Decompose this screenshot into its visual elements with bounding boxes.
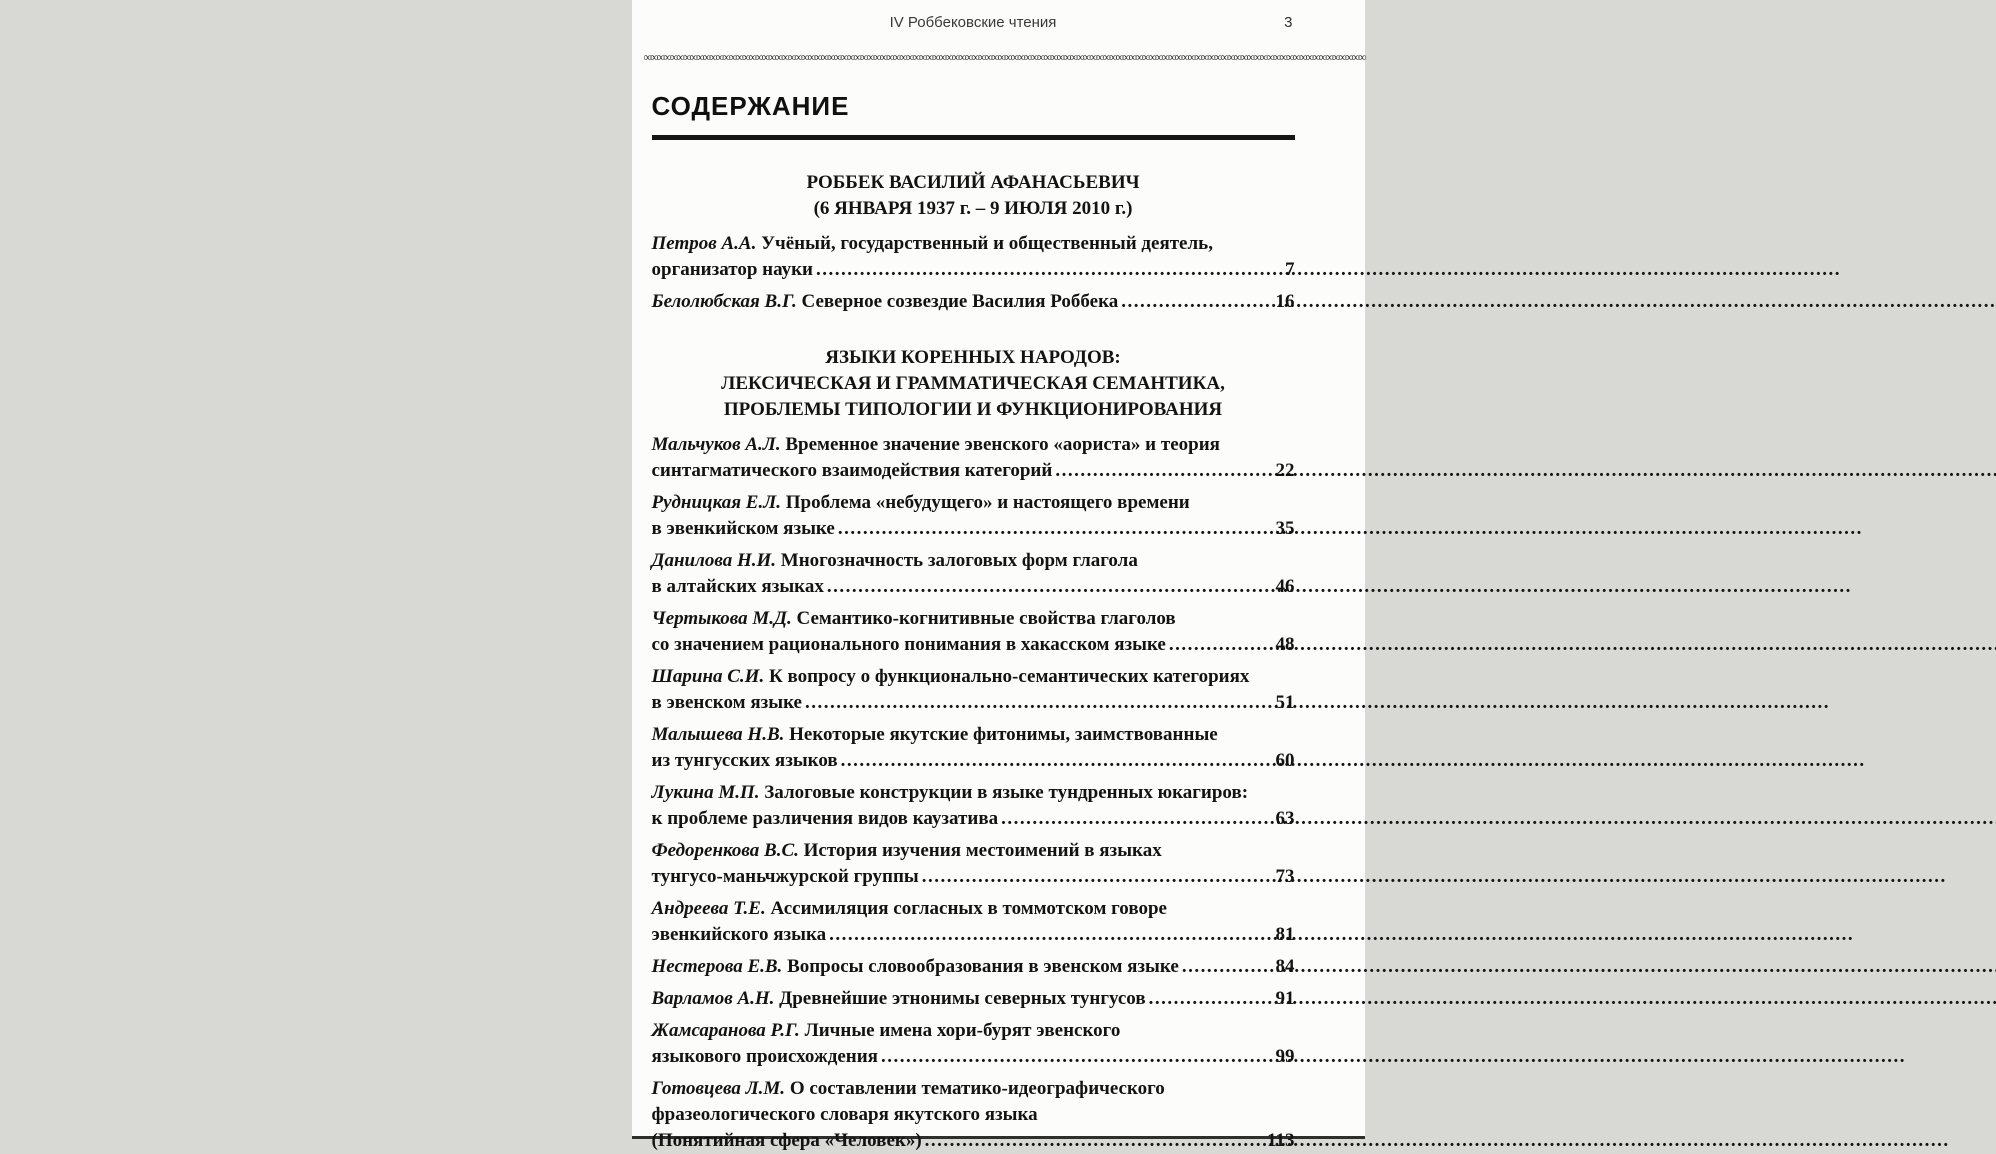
entry-last-line xyxy=(652,574,1295,600)
entry-title-line: Шарина С.И. К вопросу о функционально-семантических категориях xyxy=(651,666,1250,687)
entry-last-line xyxy=(652,748,1295,774)
entry-title-line: Данилова Н.И. Многозначность залоговых форм глагола xyxy=(651,550,1138,571)
section-heading xyxy=(652,170,1295,222)
entry-page-number: 7 xyxy=(1285,259,1295,280)
heading-rule xyxy=(652,135,1295,140)
running-title: IV Роббековские чтения xyxy=(889,14,1057,31)
entry-last-line xyxy=(652,864,1295,890)
toc-sections xyxy=(652,170,1295,1154)
entry-page-number: 113 xyxy=(1267,1130,1295,1151)
page-header xyxy=(652,14,1295,36)
toc-entry xyxy=(652,896,1295,948)
entry-last-line xyxy=(652,458,1295,484)
entry-author: Малышева Н.В. xyxy=(651,724,790,745)
toc-entry xyxy=(652,548,1295,600)
toc-entry xyxy=(652,1018,1295,1070)
entry-author: Нестерова Е.В. xyxy=(651,956,788,977)
toc-entry xyxy=(652,838,1295,890)
entry-title-text: из тунгусских языков xyxy=(651,750,838,771)
toc-section xyxy=(652,345,1295,1154)
toc-section xyxy=(652,170,1295,315)
entry-title-text: в эвенском языке xyxy=(651,692,802,713)
entry-title-line: Федоренкова В.С. История изучения местоимений в языках xyxy=(651,840,1162,861)
entry-title-text: синтагматического взаимодействия категорий xyxy=(651,460,1053,481)
toc-entry xyxy=(652,432,1295,484)
entry-page-number: 48 xyxy=(1275,634,1295,655)
section-heading-line: РОББЕК ВАСИЛИЙ АФАНАСЬЕВИЧ xyxy=(806,172,1140,193)
toc-entry xyxy=(652,722,1295,774)
entry-page-number: 51 xyxy=(1275,692,1295,713)
entry-title-text: Белолюбская В.Г. Северное созвездие Василия Роббека xyxy=(651,291,1119,312)
entry-last-line xyxy=(652,289,1295,315)
entry-title-line: Жамсаранова Р.Г. Личные имена хори-бурят эвенского xyxy=(651,1020,1121,1041)
entry-title-text: в эвенкийском языке xyxy=(651,518,835,539)
entry-title-line: Рудницкая Е.Л. Проблема «небудущего» и настоящего времени xyxy=(651,492,1190,513)
section-heading-line: ПРОБЛЕМЫ ТИПОЛОГИИ И ФУНКЦИОНИРОВАНИЯ xyxy=(723,399,1223,420)
toc-entry xyxy=(652,780,1295,832)
entry-author: Лукина М.П. xyxy=(651,782,765,803)
section-heading-line: (6 ЯНВАРЯ 1937 г. – 9 ИЮЛЯ 2010 г.) xyxy=(813,198,1133,219)
page-number: 3 xyxy=(1284,14,1293,31)
dot-leader xyxy=(816,257,1283,283)
entry-title-text: к проблеме различения видов каузатива xyxy=(651,808,999,829)
toc-entry xyxy=(652,289,1295,315)
dot-leader xyxy=(1182,954,1274,980)
entry-page-number: 84 xyxy=(1275,956,1295,977)
entry-page-number: 16 xyxy=(1275,291,1295,312)
section-heading-line: ЛЕКСИЧЕСКАЯ И ГРАММАТИЧЕСКАЯ СЕМАНТИКА, xyxy=(721,373,1225,394)
entry-title-text: со значением рационального понимания в хакасском языке xyxy=(651,634,1166,655)
entry-title-line: Лукина М.П. Залоговые конструкции в языке тундренных юкагиров: xyxy=(651,782,1249,803)
entry-title-text: тунгусо-маньчжурской группы xyxy=(651,866,919,887)
dot-leader xyxy=(829,922,1273,948)
entry-title-text: языкового происхождения xyxy=(651,1046,878,1067)
entry-title-line: Чертыкова М.Д. Семантико-когнитивные свойства глаголов xyxy=(651,608,1176,629)
entry-author: Шарина С.И. xyxy=(651,666,769,687)
toc-entry xyxy=(652,231,1295,283)
dot-leader xyxy=(1001,806,1273,832)
entry-author: Андреева Т.Е. xyxy=(651,898,771,919)
dot-leader xyxy=(1169,632,1274,658)
dot-leader xyxy=(838,516,1274,542)
toc-entry xyxy=(652,954,1295,980)
entry-title-line: Петров А.А. Учёный, государственный и общественный деятель, xyxy=(651,233,1213,254)
entry-title-text: в алтайских языках xyxy=(651,576,824,597)
entry-page-number: 60 xyxy=(1275,750,1295,771)
dot-leader xyxy=(827,574,1274,600)
dot-leader xyxy=(881,1044,1274,1070)
entry-author: Чертыкова М.Д. xyxy=(651,608,797,629)
entry-last-line xyxy=(652,516,1295,542)
dot-leader xyxy=(841,748,1274,774)
dot-leader xyxy=(1149,986,1274,1012)
entry-title-text: (Понятийная сфера «Человек») xyxy=(651,1130,922,1151)
entry-title-line: Готовцева Л.М. О составлении тематико-идеографического xyxy=(651,1078,1165,1099)
entry-title-line: Андреева Т.Е. Ассимиляция согласных в томмотском говоре xyxy=(651,898,1167,919)
toc-entry xyxy=(652,986,1295,1012)
entry-author: Федоренкова В.С. xyxy=(651,840,804,861)
entry-page-number: 73 xyxy=(1275,866,1295,887)
entry-last-line xyxy=(652,632,1295,658)
entry-title-text: организатор науки xyxy=(651,259,814,280)
dot-leader xyxy=(1121,289,1273,315)
entry-page-number: 22 xyxy=(1275,460,1295,481)
entry-page-number: 35 xyxy=(1275,518,1295,539)
entry-last-line xyxy=(652,986,1295,1012)
section-entries xyxy=(652,432,1295,1154)
entry-last-line xyxy=(652,257,1295,283)
entry-last-line xyxy=(652,922,1295,948)
entry-author: Белолюбская В.Г. xyxy=(651,291,802,312)
dot-leader xyxy=(922,864,1274,890)
dot-leader xyxy=(805,690,1274,716)
dot-leader xyxy=(1055,458,1273,484)
contents-title: СОДЕРЖАНИЕ xyxy=(651,91,850,121)
entry-author: Рудницкая Е.Л. xyxy=(651,492,786,513)
ornament-divider xyxy=(644,50,1295,65)
entry-title-line: Мальчуков А.Л. Временное значение эвенского «аориста» и теория xyxy=(651,434,1220,455)
toc-entry xyxy=(652,490,1295,542)
entry-author: Петров А.А. xyxy=(651,233,762,254)
entry-title-text: Варламов А.Н. Древнейшие этнонимы северных тунгусов xyxy=(651,988,1146,1009)
entry-last-line xyxy=(652,1128,1295,1154)
section-entries xyxy=(652,231,1295,315)
entry-last-line xyxy=(652,1044,1295,1070)
entry-page-number: 91 xyxy=(1275,988,1295,1009)
entry-title-line: фразеологического словаря якутского языка xyxy=(651,1104,1038,1125)
entry-title-text: Нестерова Е.В. Вопросы словообразования в эвенском языке xyxy=(651,956,1179,977)
toc-entry xyxy=(652,606,1295,658)
entry-author: Готовцева Л.М. xyxy=(651,1078,790,1099)
toc-entry xyxy=(652,1076,1295,1154)
document-page xyxy=(632,0,1365,1151)
entry-last-line xyxy=(652,954,1295,980)
entry-author: Варламов А.Н. xyxy=(651,988,780,1009)
section-heading-line: ЯЗЫКИ КОРЕННЫХ НАРОДОВ: xyxy=(825,347,1121,368)
toc-entry xyxy=(652,664,1295,716)
entry-last-line xyxy=(652,690,1295,716)
entry-author: Жамсаранова Р.Г. xyxy=(651,1020,805,1041)
entry-page-number: 99 xyxy=(1275,1046,1295,1067)
entry-page-number: 46 xyxy=(1275,576,1295,597)
entry-page-number: 63 xyxy=(1275,808,1295,829)
dot-leader xyxy=(925,1128,1265,1154)
entry-page-number: 81 xyxy=(1275,924,1295,945)
entry-author: Мальчуков А.Л. xyxy=(651,434,786,455)
entry-title-line: Малышева Н.В. Некоторые якутские фитонимы, заимствованные xyxy=(651,724,1218,745)
entry-author: Данилова Н.И. xyxy=(651,550,781,571)
entry-title-text: эвенкийского языка xyxy=(651,924,827,945)
section-heading xyxy=(652,345,1295,423)
entry-last-line xyxy=(652,806,1295,832)
